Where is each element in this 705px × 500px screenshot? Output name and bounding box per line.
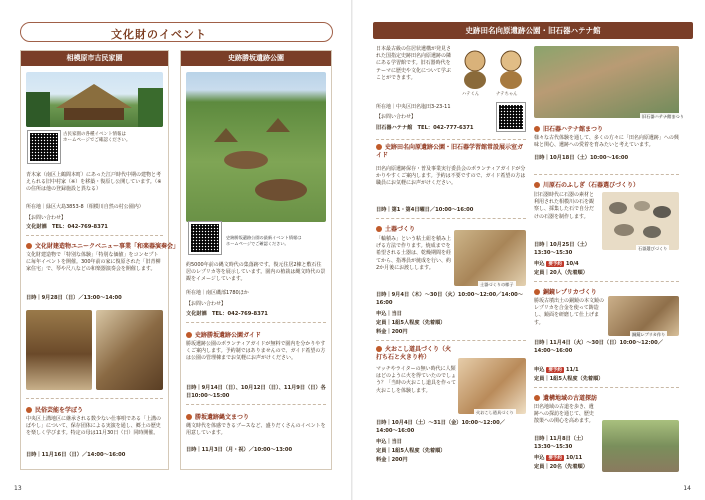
- bullet-icon: [534, 395, 540, 401]
- divider: [26, 398, 163, 399]
- bullet-icon: [534, 289, 540, 295]
- event-title: [376, 144, 526, 159]
- bullet-icon: [376, 226, 382, 232]
- bullet-icon: [186, 332, 192, 338]
- divider: [376, 340, 526, 341]
- photo-caption: 石器選びづくり: [638, 246, 668, 251]
- event-description: 田名向原遺跡保存・普及事業実行委員会のボランティアガイドが分かりやすくご案内します。予約は不要ですので、ガイド希望の方は職員にお気軽にお声がけください。: [376, 166, 526, 187]
- reservation-badge: 要予約: [548, 368, 562, 373]
- reservation-badge: 要予約: [548, 456, 562, 461]
- apply-label: 申込: [534, 261, 545, 267]
- event-title-text: 勝坂遺跡縄文まつり: [195, 414, 250, 421]
- bullet-icon: [534, 182, 540, 188]
- left-page: [0, 0, 352, 500]
- photo-caption: 旧石器ハテナ館まつり: [642, 114, 684, 119]
- event-date: 日時｜9月4日（木）〜30日（火）10:00〜12:00／14:00〜16:00: [376, 292, 523, 306]
- event-apply: 申込｜当日: [376, 439, 402, 445]
- event-title: [534, 393, 597, 402]
- kominkaen-qr-caption: 古民家園の各種イベント情報は ホームページでご確認ください。: [63, 132, 131, 143]
- apply-date: 10/11: [565, 455, 583, 461]
- photo-caption: 土器づくりの様子: [480, 282, 514, 287]
- katsusaka-qr-caption: 史跡勝坂遺跡公園の最新イベント情報は ホームページでご確認ください。: [224, 234, 324, 247]
- event-description: 田名地域の古道を歩き、遺跡への探訪を通じて、歴史散策への関心を高めます。: [534, 404, 594, 425]
- divider: [534, 281, 679, 282]
- event-date: 日時｜9月28日（日）／13:00〜14:00: [26, 295, 122, 301]
- event-capacity: 定員｜20人（先着順）: [534, 270, 588, 276]
- event-date: 日時｜11月4日（火）〜30日（日）10:00〜12:00／14:00〜16:00: [534, 340, 663, 354]
- mascot-natechan-icon: [494, 48, 528, 90]
- event-fee: 料金｜200円: [376, 457, 408, 463]
- event-description: 「輪積み」という粘土紐を積み上げる方法で作ります。焼成までを希望される土器は、乾燥期間を経てから、指導員が焼成を行い、約2か月後にお渡しします。: [376, 236, 452, 271]
- event-title: [26, 405, 83, 414]
- event-date: 日時｜11月8日（土）13:30〜15:30: [534, 436, 587, 450]
- katsusaka-qr-code[interactable]: [189, 222, 221, 254]
- kominkaen-header: 相模原市古民家園: [21, 51, 168, 66]
- bullet-icon: [534, 126, 540, 132]
- music-concert-photo: [26, 310, 92, 390]
- divider: [534, 387, 679, 388]
- photo-caption: 火おこし道具づくり: [476, 410, 514, 415]
- event-title-text: 文化財建造物ユニークベニュー事業「和楽器演奏会」: [35, 243, 180, 250]
- bullet-icon: [186, 414, 192, 420]
- event-title-text: 銅鏡レプリカづくり: [543, 289, 597, 296]
- page-number: 13: [14, 485, 22, 492]
- bullet-icon: [26, 243, 32, 249]
- walking-tour-photo: [602, 420, 679, 472]
- event-apply: 申込｜当日: [376, 311, 402, 317]
- divider: [534, 174, 679, 175]
- event-title: [534, 287, 597, 296]
- event-date: 日時｜9月14日（日）、10月12日（日）、11月9日（日）各日10:00〜15:00: [186, 385, 326, 399]
- divider: [376, 139, 526, 140]
- event-date: 日時｜10月4日（土）〜31日（金）10:00〜12:00／14:00〜16:00: [376, 420, 505, 434]
- event-description: 勝坂古墳出土の銅鏡の本文鏡のレプリカを合金を使って鋳造し、鏡面を研磨して仕上げます。: [534, 298, 605, 326]
- event-title: [376, 346, 456, 361]
- event-title: [534, 124, 603, 133]
- event-date: 日時｜第1・第4日曜日／10:00〜16:00: [376, 207, 474, 213]
- section-heading-text: 文化財のイベント: [111, 28, 207, 41]
- hatena-contact-label: 【お問い合わせ】: [376, 114, 417, 120]
- hatena-address: 所在地｜中央区田名塩田3-23-11: [376, 104, 451, 110]
- katsusaka-contact: 文化財課 TEL：042-769-8371: [186, 311, 268, 317]
- mascot1-name: ハテくん: [462, 92, 480, 97]
- bullet-icon: [376, 346, 382, 352]
- event-date: 日時｜10月18日（土）10:00〜16:00: [534, 155, 629, 161]
- hatena-banner: 史跡田名向原遺跡公園・旧石器ハテナ館: [373, 22, 693, 39]
- event-title-text: 遺構地域の古道探訪: [543, 395, 598, 402]
- kominkaen-address: 所在地｜緑区大島3853-8（相模川自然の村公園内）: [26, 204, 144, 210]
- event-description: 中央区上溝地区に継承される数少ない仕事唄である「上溝のばやし」について、保存団体による実演を通し、郷土の歴史を楽しく学びます。特定の母は11月30日（日）同時開催。: [26, 416, 162, 437]
- bullet-icon: [26, 407, 32, 413]
- event-capacity: 定員｜1組5人程度（先着順）: [534, 376, 604, 382]
- event-capacity: 定員｜1組5人程度（先着順）: [376, 320, 446, 326]
- event-date: 日時｜10月25日（土）13:30〜15:30: [534, 242, 590, 256]
- event-apply: [534, 366, 579, 373]
- event-description: 旧石器時代に石器の素材と利用された相模川の石を観察し、採集した石で自分だけの石器を制作します。: [534, 192, 595, 220]
- page-number: 14: [683, 485, 691, 492]
- pottery-photo: [454, 230, 526, 286]
- section-heading: [20, 22, 333, 42]
- hatena-qr-code[interactable]: [497, 103, 525, 131]
- event-apply: [534, 454, 582, 461]
- event-title-text: 川原石のふしぎ（石器選びづくり）: [543, 182, 640, 189]
- kominkaen-qr-code[interactable]: [28, 131, 60, 163]
- event-description: 文化財建造物で「特別な体験」「特別な価値」をコンセプトに毎年イベントを開催。300年前の家に復原された「旧青柳家住宅」で、琴や尺八などの和楽器演奏会を開催します。: [26, 252, 161, 273]
- event-description: マッチやライターの無い時代に人類はどのように火を得ていたのでしょう？「当時の火おこし道具を作って火おこしを体験します。: [376, 366, 457, 394]
- event-title: [186, 330, 261, 339]
- event-date: 日時｜11月3日（月・祝）／10:00〜13:00: [186, 447, 293, 453]
- mascot-hatekun-icon: [458, 48, 492, 90]
- bullet-icon: [376, 144, 382, 150]
- koto-performance-photo: [96, 310, 163, 390]
- event-date: 日時｜11月16日（日）／14:00〜16:00: [26, 452, 126, 458]
- event-fee: 料金｜200円: [376, 329, 408, 335]
- apply-date: 10/4: [565, 261, 579, 267]
- kominkaen-contact: 文化財課 TEL：042-769-8371: [26, 224, 108, 230]
- kominkaen-contact-label: 【お問い合わせ】: [26, 215, 67, 221]
- katsusaka-address: 所在地｜南区磯部1780ほか: [186, 290, 249, 296]
- event-description: 縄文時代を体感できるブースなど、盛りだくさんのイベントを用意しています。: [186, 423, 326, 437]
- kominkaen-description: 青木家（南区上鶴間本町）にあった江戸時代中期の建物と考えられる旧中村家（※）を移築・復原し公開しています。（※の住所は他の登録施設と異なる）: [26, 172, 162, 193]
- event-title-text: 土器づくり: [385, 226, 416, 233]
- event-apply: [534, 260, 579, 267]
- divider: [186, 322, 326, 323]
- divider: [376, 218, 526, 219]
- event-capacity: 定員｜1組5人程度（先着順）: [376, 448, 446, 454]
- event-title: [186, 412, 249, 421]
- event-title-text: 史跡勝坂遺跡公園ガイド: [195, 332, 261, 339]
- hatena-contact: 旧石器ハテナ館 TEL：042-777-6371: [376, 125, 474, 131]
- reservation-badge: 要予約: [548, 262, 562, 267]
- thatched-house-photo: [26, 72, 163, 127]
- event-title: [534, 180, 639, 189]
- photo-caption: 銅鏡レプリカ作り: [632, 332, 666, 337]
- event-title-text: 史跡田名向原遺跡公園・旧石器学習館常設展示室ガイド: [376, 144, 524, 159]
- event-description: 様々な古代体験を通して、多くの方々に「田名向原遺跡」への興味と関心、遺跡への愛着を育みたいと考えています。: [534, 135, 679, 149]
- hatena-intro: 日本最古級の住居状遺構が発見された国指定史跡田名向原遺跡の隣にある学習館です。旧石器時代をテーマに歴史や文化について学ぶことができます。: [376, 46, 452, 81]
- event-description: 勝坂遺跡公園のボランティアガイドが無料で園内を分かりやすくご案内します。予約制ではありませんので、ガイド希望の方は公園の管理棟までお気軽にお声がけください。: [186, 341, 326, 362]
- apply-label: 申込: [534, 455, 545, 461]
- stones-photo: [602, 192, 679, 250]
- festival-photo: [534, 46, 679, 118]
- apply-date: 11/1: [565, 367, 579, 373]
- event-title-text: 火おこし道具づくり（火打ち石と火きり杵）: [376, 346, 452, 361]
- event-title: [376, 224, 415, 233]
- katsusaka-description: 約5000年前の縄文時代の集落跡です。復元住居2棟と敷石住居のレプリカ等を展示しています。園内の植栽は縄文時代の景観をイメージしています。: [186, 262, 326, 283]
- mirror-photo: [608, 296, 679, 336]
- event-title-text: 民俗芸能を学ぼう: [35, 407, 84, 414]
- katsusaka-park-photo: [186, 72, 326, 222]
- divider: [26, 235, 163, 236]
- fire-tool-photo: [458, 358, 526, 414]
- katsusaka-header: 史跡勝坂遺跡公園: [181, 51, 331, 66]
- apply-label: 申込: [534, 367, 545, 373]
- mascot2-name: ナテちゃん: [496, 92, 518, 97]
- event-title-text: 旧石器ハテナ館まつり: [543, 126, 604, 133]
- event-capacity: 定員｜20名（先着順）: [534, 464, 588, 470]
- event-title: [26, 241, 179, 250]
- divider: [186, 404, 326, 405]
- katsusaka-contact-label: 【お問い合わせ】: [186, 301, 227, 307]
